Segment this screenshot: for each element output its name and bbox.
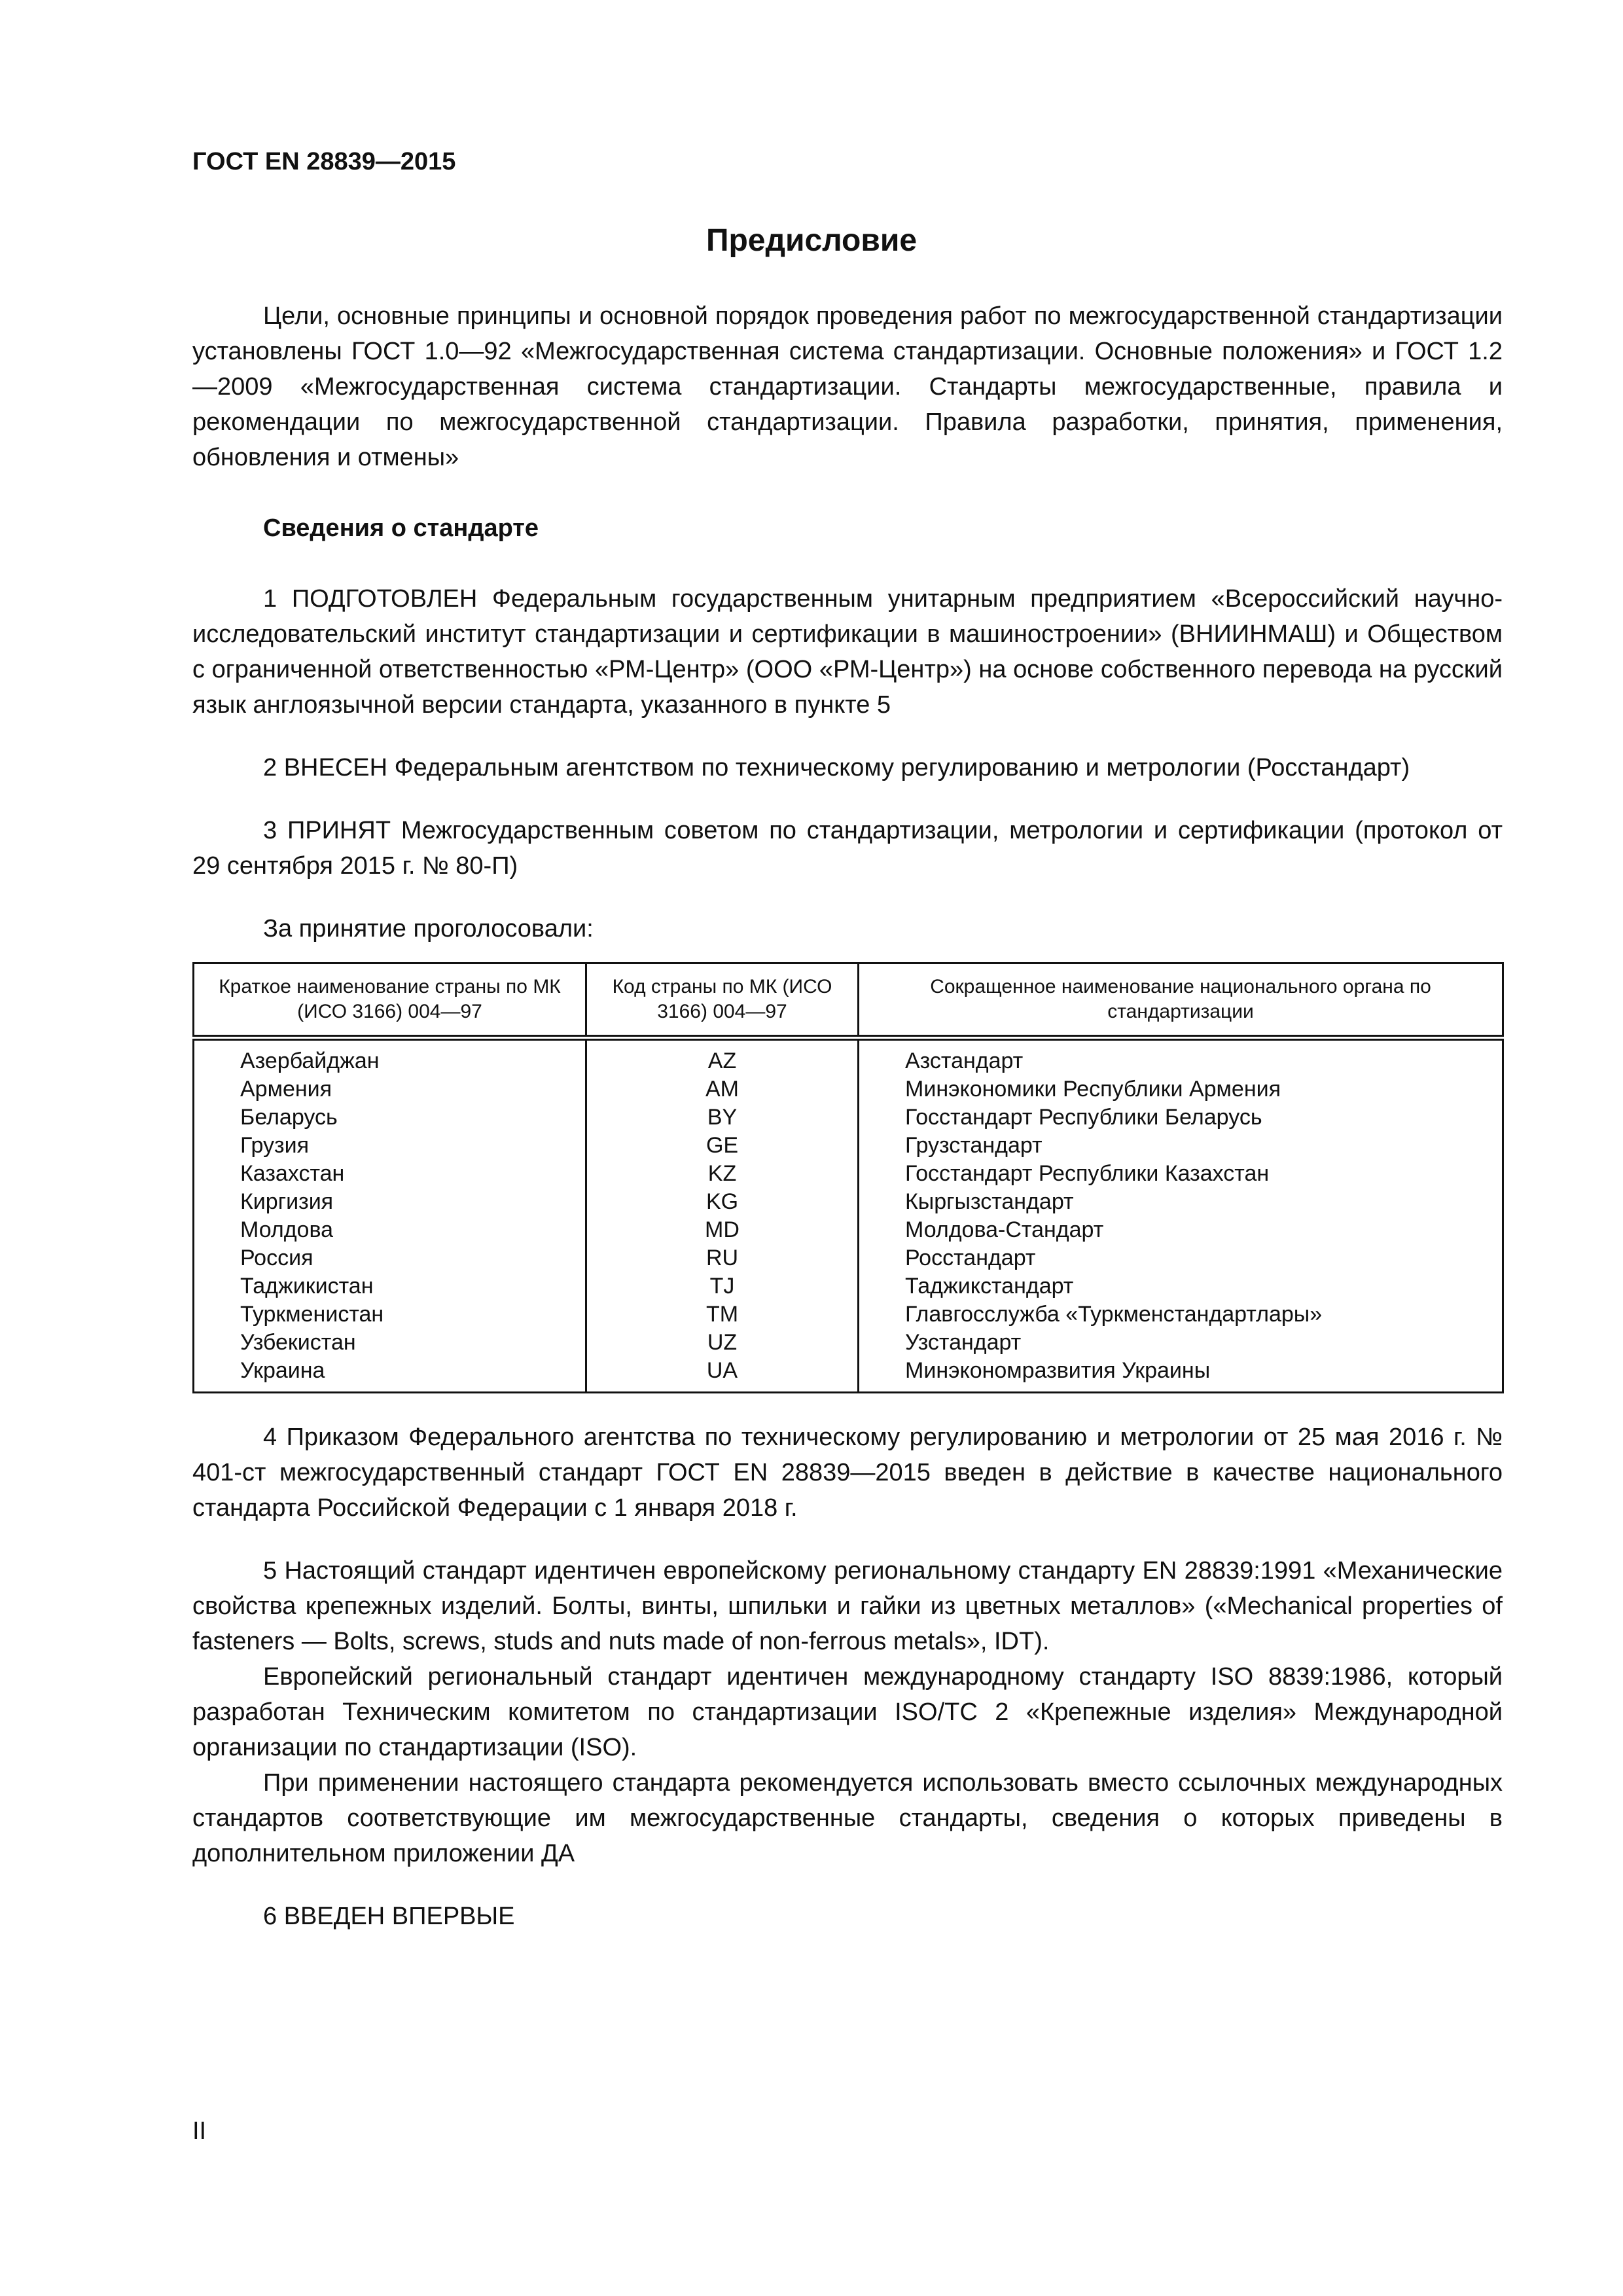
item-3-paragraph: 3 ПРИНЯТ Межгосударственным советом по стандартизации, метрологии и сертификации (протокол от 29 сентября 2015 г. № 80-П) [192, 817, 1503, 880]
item-5-paragraph: 5 Настоящий стандарт идентичен европейскому региональному стандарту EN 28839:1991 «Механические свойства крепежных изделий. Болты, винты, шпильки и гайки из цветных металлов» («Mechanical properties of fasteners — Bolts, screws, studs and nuts made of non-ferrous metals», IDT). [192, 1557, 1503, 1655]
country-cell: Киргизия [194, 1188, 586, 1216]
item-2-paragraph: 2 ВНЕСЕН Федеральным агентством по техническому регулированию и метрологии (Росстандарт) [263, 754, 1410, 781]
voted-label: За принятие проголосовали: [263, 915, 594, 942]
header-country: Краткое наименование страны по МК (ИСО 3166) 004—97 [194, 963, 586, 1038]
code-cell: GE [586, 1132, 859, 1160]
item-4-paragraph: 4 Приказом Федерального агентства по техническому регулированию и метрологии от 25 мая 2016 г. № 401-ст межгосударственный стандарт ГОСТ EN 28839—2015 введен в действие в качестве национального стандарта Российской Федерации с 1 января 2018 г. [192, 1424, 1503, 1522]
national-body-cell: Минэкономразвития Украины [859, 1357, 1503, 1393]
table-row [194, 1329, 1503, 1357]
table-row [194, 1244, 1503, 1272]
country-cell: Азербайджан [194, 1038, 586, 1076]
table-row [194, 1075, 1503, 1103]
country-cell: Казахстан [194, 1160, 586, 1188]
country-cell: Россия [194, 1244, 586, 1272]
country-cell: Молдова [194, 1216, 586, 1244]
country-cell: Беларусь [194, 1103, 586, 1132]
code-cell: KZ [586, 1160, 859, 1188]
item-1-paragraph: 1 ПОДГОТОВЛЕН Федеральным государственным унитарным предприятием «Всероссийский научно-исследовательский институт стандартизации и сертификации в машиностроении» (ВНИИНМАШ) и Обществом с ограниченной ответственностью «РМ-Центр» (ООО «РМ-Центр») на основе собственного перевода на русский язык англоязычной версии стандарта, указанного в пункте 5 [192, 585, 1503, 719]
national-body-cell: Азстандарт [859, 1038, 1503, 1076]
code-cell: AM [586, 1075, 859, 1103]
national-body-cell: Росстандарт [859, 1244, 1503, 1272]
header-code: Код страны по МК (ИСО 3166) 004—97 [586, 963, 859, 1038]
national-body-cell: Госстандарт Республики Беларусь [859, 1103, 1503, 1132]
national-body-cell: Грузстандарт [859, 1132, 1503, 1160]
code-cell: KG [586, 1188, 859, 1216]
code-cell: UZ [586, 1329, 859, 1357]
national-body-cell: Главгосслужба «Туркменстандартлары» [859, 1300, 1503, 1329]
country-cell: Узбекистан [194, 1329, 586, 1357]
table-row [194, 1272, 1503, 1300]
item-6-paragraph: 6 ВВЕДЕН ВПЕРВЫЕ [263, 1903, 515, 1930]
header-national-body: Сокращенное наименование национального органа по стандартизации [859, 963, 1503, 1038]
table-row [194, 1132, 1503, 1160]
national-body-cell: Молдова-Стандарт [859, 1216, 1503, 1244]
code-cell: BY [586, 1103, 859, 1132]
page-number: II [192, 2117, 207, 2145]
table-row [194, 1103, 1503, 1132]
table-row [194, 1216, 1503, 1244]
page-title: Предисловие [705, 223, 918, 258]
national-body-cell: Узстандарт [859, 1329, 1503, 1357]
national-body-cell: Кыргызстандарт [859, 1188, 1503, 1216]
table-row [194, 1300, 1503, 1329]
code-cell: TJ [586, 1272, 859, 1300]
country-cell: Украина [194, 1357, 586, 1393]
national-body-cell: Минэкономики Республики Армения [859, 1075, 1503, 1103]
code-cell: RU [586, 1244, 859, 1272]
table-row [194, 1038, 1503, 1076]
national-body-cell: Госстандарт Республики Казахстан [859, 1160, 1503, 1188]
document-code: ГОСТ EN 28839—2015 [192, 148, 456, 175]
intro-paragraph: Цели, основные принципы и основной порядок проведения работ по межгосударственной стандартизации установлены ГОСТ 1.0—92 «Межгосударственная система стандартизации. Основные положения» и ГОСТ 1.2—2009 «Межгосударственная система стандартизации. Стандарты межгосударственные, правила и рекомендации по межгосударственной стандартизации. Правила разработки, принятия, применения, обновления и отмены» [192, 302, 1503, 471]
country-cell: Таджикистан [194, 1272, 586, 1300]
voting-table [192, 962, 1504, 1393]
national-body-cell: Таджикстандарт [859, 1272, 1503, 1300]
country-cell: Грузия [194, 1132, 586, 1160]
code-cell: TM [586, 1300, 859, 1329]
country-cell: Туркменистан [194, 1300, 586, 1329]
country-cell: Армения [194, 1075, 586, 1103]
table-row [194, 1357, 1503, 1393]
table-header-row [194, 963, 1503, 1038]
code-cell: UA [586, 1357, 859, 1393]
section-heading: Сведения о стандарте [263, 514, 539, 542]
code-cell: AZ [586, 1038, 859, 1076]
table-row [194, 1160, 1503, 1188]
document-body [192, 298, 1503, 1934]
table-row [194, 1188, 1503, 1216]
code-cell: MD [586, 1216, 859, 1244]
item-5-paragraph-2: Европейский региональный стандарт идентичен международному стандарту ISO 8839:1986, который разработан Техническим комитетом по стандартизации ISO/TC 2 «Крепежные изделия» Международной организации по стандартизации (ISO). [192, 1663, 1503, 1761]
item-5-paragraph-3: При применении настоящего стандарта рекомендуется использовать вместо ссылочных международных стандартов соответствующие им межгосударственные стандарты, сведения о которых приведены в дополнительном приложении ДА [192, 1769, 1503, 1867]
